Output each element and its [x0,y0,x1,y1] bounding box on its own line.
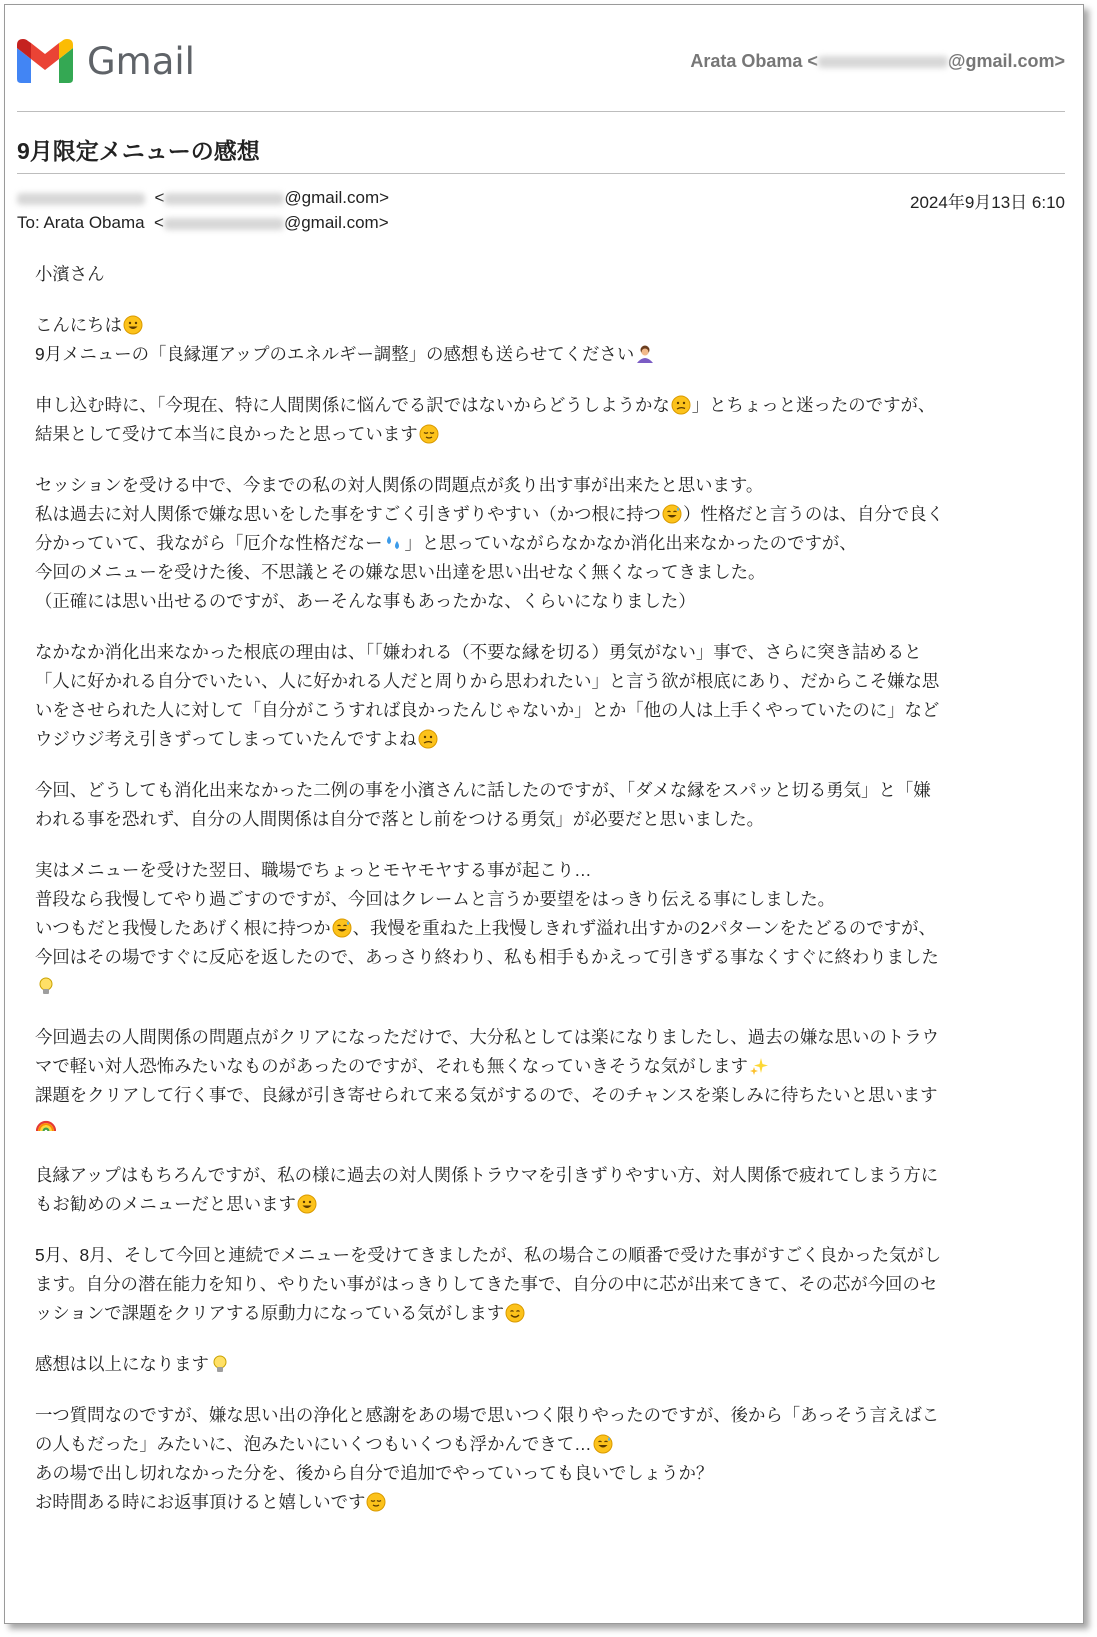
sender-row [17,188,1065,212]
recipient-email-domain: @gmail.com> [283,213,389,232]
body-text: お時間ある時にお返事頂けると嬉しいです [35,1492,366,1512]
body-text: あの場で出し切れなかった分を、後から自分で追加でやっていっても良いでしょうか？ [35,1463,714,1483]
body-text: ッションで課題をクリアする原動力になっている気がします [35,1303,505,1323]
body-text: ）性格だと言うのは、自分で良く [683,504,944,524]
smiling-face-icon [505,1303,525,1323]
relieved-face-icon [366,1492,386,1512]
paragraph-8 [35,1161,1055,1219]
paragraph-7 [35,1023,1055,1139]
grinning-face-icon [297,1194,317,1214]
body-text: 感想は以上になります [35,1354,209,1374]
paragraph-10 [35,1350,1055,1379]
account-email-domain: @gmail.com> [947,51,1065,71]
redacted-sender-email [164,193,284,205]
paragraph-6 [35,856,1055,1001]
recipient-email-open: < [149,213,164,232]
body-text: 良縁アップはもちろんですが、私の様に過去の対人関係トラウマを引きずりやすい方、対人関係で疲れてしまう方に [35,1165,939,1185]
body-text: いをさせられた人に対して「自分がこうすれば良かったんじゃないか」とか「他の人は上手くやっていたのに」など [35,700,940,720]
relieved-face-icon [419,424,439,444]
greeting-text: 小濱さん [35,264,105,284]
sender-email-open: < [149,188,165,207]
body-text: （正確には思い出せるのですが、あーそんな事もあったかな、くらいになりました） [35,591,696,611]
account-email-open: < [807,51,818,71]
paragraph-2 [35,391,1055,449]
body-text: 今回、どうしても消化出来なかった二例の事を小濱さんに話したのですが、「ダメな縁をスパッと切る勇気」と「嫌 [35,780,931,800]
sparkles-icon [749,1056,769,1076]
grinning-sweat-icon [593,1434,613,1454]
body-text: ます。自分の潜在能力を知り、やりたい事がはっきりしてきた事で、自分の中に芯が出来てきて、その芯が今回のセ [35,1274,938,1294]
gmail-wordmark: Gmail [87,39,195,83]
print-header [17,35,1065,95]
grinning-face-icon [123,315,143,335]
body-text: 」とちょっと迷ったのですが、 [691,395,936,415]
body-text: 普段なら我慢してやり過ごすのですが、今回はクレームと言うか要望をはっきり伝える事にしました。 [35,889,835,909]
grinning-sweat-icon [662,504,682,524]
confused-face-icon [418,729,438,749]
paragraph-3 [35,471,1055,616]
body-text: いつもだと我慢したあげく根に持つか [35,918,331,938]
paragraph-4 [35,638,1055,754]
sender-email-domain: @gmail.com> [284,188,390,207]
body-text: 今回のメニューを受けた後、不思議とその嫌な思い出達を思い出せなく無くなってきました。 [35,562,766,582]
body-text: 私は過去に対人関係で嫌な思いをした事をすごく引きずりやすい（かつ根に持つ [35,504,662,524]
body-text: 申し込む時に、「今現在、特に人間関係に悩んでる訳ではないからどうしようかな [35,395,670,415]
account-name: Arata Obama [690,51,803,71]
person-bowing-icon [635,344,655,364]
body-text: われる事を恐れず、自分の人間関係は自分で落とし前をつける勇気」が必要だと思いました。 [35,809,765,829]
paragraph-1 [35,311,1055,369]
header-divider [17,111,1065,112]
body-text: こんにちは [35,315,122,335]
recipient-label: To: Arata Obama [17,213,145,232]
body-text: もお勧めのメニューだと思います [35,1194,296,1214]
body-text: ウジウジ考え引きずってしまっていたんですよね [35,729,417,749]
body-text: なかなか消化出来なかった根底の理由は、「「嫌われる（不要な縁を切る）勇気がない」事で、さらに突き詰めると [35,642,922,662]
email-date: 2024年9月13日 6:10 [910,193,1065,212]
body-text: 一つ質問なのですが、嫌な思い出の浄化と感謝をあの場で思いつく限りやったのですが、後から「あっそう言えばこ [35,1405,940,1425]
confused-face-icon [671,395,691,415]
subject-divider [17,173,1065,174]
paragraph-11 [35,1401,1055,1517]
gmail-m-icon [17,39,73,83]
body-text: 実はメニューを受けた翌日、職場でちょっとモヤモヤする事が起こり… [35,860,592,880]
body-text: の人もだった」みたいに、泡みたいにいくつもいくつも浮かんできて… [35,1434,592,1454]
sweat-droplets-icon [383,533,403,553]
light-bulb-icon [210,1354,230,1374]
body-text: 5月、8月、そして今回と連続でメニューを受けてきましたが、私の場合この順番で受けた事がすごく良かった気がし [35,1245,942,1265]
body-text: マで軽い対人恐怖みたいなものがあったのですが、それも無くなっていきそうな気がします [35,1056,748,1076]
light-bulb-icon [36,976,56,996]
paragraph-9 [35,1241,1055,1328]
greeting [35,260,1055,289]
body-text: 結果として受けて本当に良かったと思っています [35,424,418,444]
body-text: 今回過去の人間関係の問題点がクリアになっただけで、大分私としては楽になりましたし、過去の嫌な思いのトラウ [35,1027,939,1047]
rainbow-icon [36,1114,56,1134]
redacted-email [818,56,948,68]
grinning-sweat-icon [332,918,352,938]
email-print-frame [4,4,1084,1624]
body-text: 分かっていて、我ながら「厄介な性格だなー [35,533,383,553]
body-text: 「人に好かれる自分でいたい、人に好かれる人だと周りから思われたい」と言う欲が根底にあり、だからこそ嫌な思 [35,671,940,691]
gmail-logo [17,39,195,83]
body-text: 、我慢を重ねた上我慢しきれず溢れ出すかの2パターンをたどるのですが、 [352,918,936,938]
body-text: 課題をクリアして行く事で、良縁が引き寄せられて来る気がするので、そのチャンスを楽しみに待ちたいと思います [35,1085,938,1105]
body-text: 9月メニューの「良縁運アップのエネルギー調整」の感想も送らせてください [35,344,635,364]
email-body [35,260,1055,1539]
redacted-sender-name [17,193,145,205]
redacted-recipient-email [164,218,284,230]
body-text: 」と思っていながらなかなか消化出来なかったのですが、 [404,533,857,553]
email-subject: 9月限定メニューの感想 [17,138,260,164]
paragraph-5 [35,776,1055,834]
body-text: セッションを受ける中で、今までの私の対人関係の問題点が炙り出す事が出来たと思います。 [35,475,764,495]
recipient-row [17,213,1065,233]
account-info [690,51,1065,72]
body-text: 今回はその場ですぐに反応を返したので、あっさり終わり、私も相手もかえって引きずる事なくすぐに終わりました [35,947,939,967]
